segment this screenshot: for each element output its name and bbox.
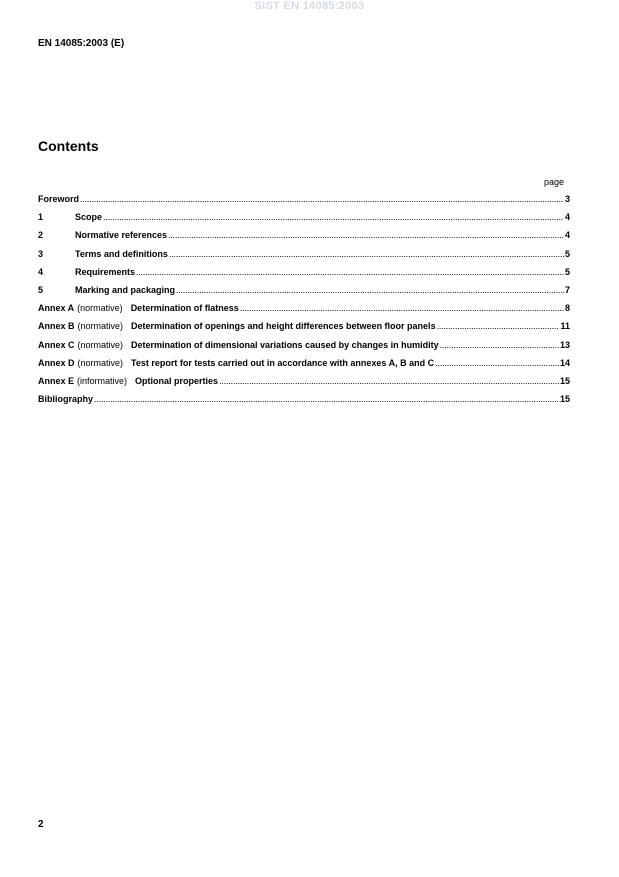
toc-leader-dots	[136, 267, 564, 277]
toc-annex-kind: (informative)	[77, 375, 128, 386]
toc-annex-label: Annex E	[38, 375, 75, 386]
toc-entry-title: Requirements	[75, 266, 136, 277]
toc-entry-title: Determination of openings and height differences between floor panels	[131, 321, 436, 332]
toc-leader-dots	[240, 303, 564, 313]
toc-annex-label: Annex A	[38, 303, 75, 314]
toc-annex-kind: (normative)	[77, 321, 124, 332]
watermark: SIST EN 14085:2003	[254, 0, 365, 12]
toc-annex-kind: (normative)	[77, 357, 124, 368]
toc-entry-page: 13	[559, 339, 570, 350]
toc-entry-title: Normative references	[75, 230, 168, 241]
toc-entry-title: Determination of flatness	[130, 303, 239, 314]
toc-entry-page: 14	[559, 357, 570, 368]
toc-leader-dots	[440, 340, 559, 350]
toc-annex-kind: (normative)	[77, 303, 123, 314]
toc-leader-dots	[169, 249, 564, 259]
toc-entry-number: 5	[38, 284, 44, 295]
toc-leader-dots	[94, 394, 559, 404]
toc-annex-label: Annex C	[38, 339, 75, 350]
toc-entry-normative-references[interactable]	[38, 230, 570, 248]
toc-entry-annex-e[interactable]	[38, 376, 570, 394]
toc-entry-scope[interactable]	[38, 212, 570, 230]
toc-entry-foreword[interactable]	[38, 194, 570, 212]
toc-entry-page: 4	[564, 230, 570, 241]
toc-entry-title: Determination of dimensional variations caused by changes in humidity	[131, 339, 439, 350]
toc-entry-title: Bibliography	[38, 394, 94, 405]
toc-entry-annex-b[interactable]	[38, 321, 570, 339]
toc-annex-kind: (normative)	[77, 339, 124, 350]
document-id: EN 14085:2003 (E)	[38, 38, 125, 49]
toc-leader-dots	[80, 194, 564, 204]
toc-entry-page: 11	[560, 321, 570, 332]
toc-entry-title: Optional properties	[135, 375, 219, 386]
toc-leader-dots	[437, 321, 560, 331]
toc-entry-title: Terms and definitions	[75, 248, 168, 259]
toc-entry-annex-a[interactable]	[38, 303, 570, 321]
page-number: 2	[38, 819, 44, 830]
toc-leader-dots	[103, 212, 564, 222]
table-of-contents	[38, 194, 570, 412]
toc-entry-page: 5	[564, 248, 570, 259]
toc-entry-title: Scope	[75, 212, 103, 223]
toc-entry-page: 7	[564, 284, 570, 295]
toc-entry-requirements[interactable]	[38, 267, 570, 285]
contents-title: Contents	[38, 138, 99, 154]
toc-entry-bibliography[interactable]	[38, 394, 570, 412]
toc-entry-marking-and-packaging[interactable]	[38, 285, 570, 303]
page-column-label: page	[544, 177, 565, 187]
toc-entry-terms-and-definitions[interactable]	[38, 249, 570, 267]
toc-entry-title: Test report for tests carried out in accordance with annexes A, B and C	[131, 357, 435, 368]
toc-leader-dots	[219, 376, 559, 386]
toc-entry-page: 3	[564, 194, 570, 204]
toc-leader-dots	[176, 285, 564, 295]
toc-entry-number: 3	[38, 248, 44, 259]
toc-entry-number: 1	[38, 212, 44, 223]
toc-entry-annex-d[interactable]	[38, 358, 570, 376]
toc-entry-annex-c[interactable]	[38, 340, 570, 358]
toc-entry-page: 15	[559, 375, 570, 386]
toc-entry-page: 15	[559, 394, 570, 405]
toc-entry-page: 4	[564, 212, 570, 223]
toc-entry-number: 2	[38, 230, 44, 241]
toc-annex-label: Annex B	[38, 321, 75, 332]
toc-annex-label: Annex D	[38, 357, 75, 368]
toc-entry-number: 4	[38, 266, 44, 277]
toc-entry-title: Marking and packaging	[75, 284, 176, 295]
toc-leader-dots	[435, 358, 559, 368]
toc-entry-page: 5	[564, 266, 570, 277]
toc-entry-title: Foreword	[38, 194, 80, 204]
toc-leader-dots	[168, 230, 564, 240]
toc-entry-page: 8	[564, 303, 570, 314]
